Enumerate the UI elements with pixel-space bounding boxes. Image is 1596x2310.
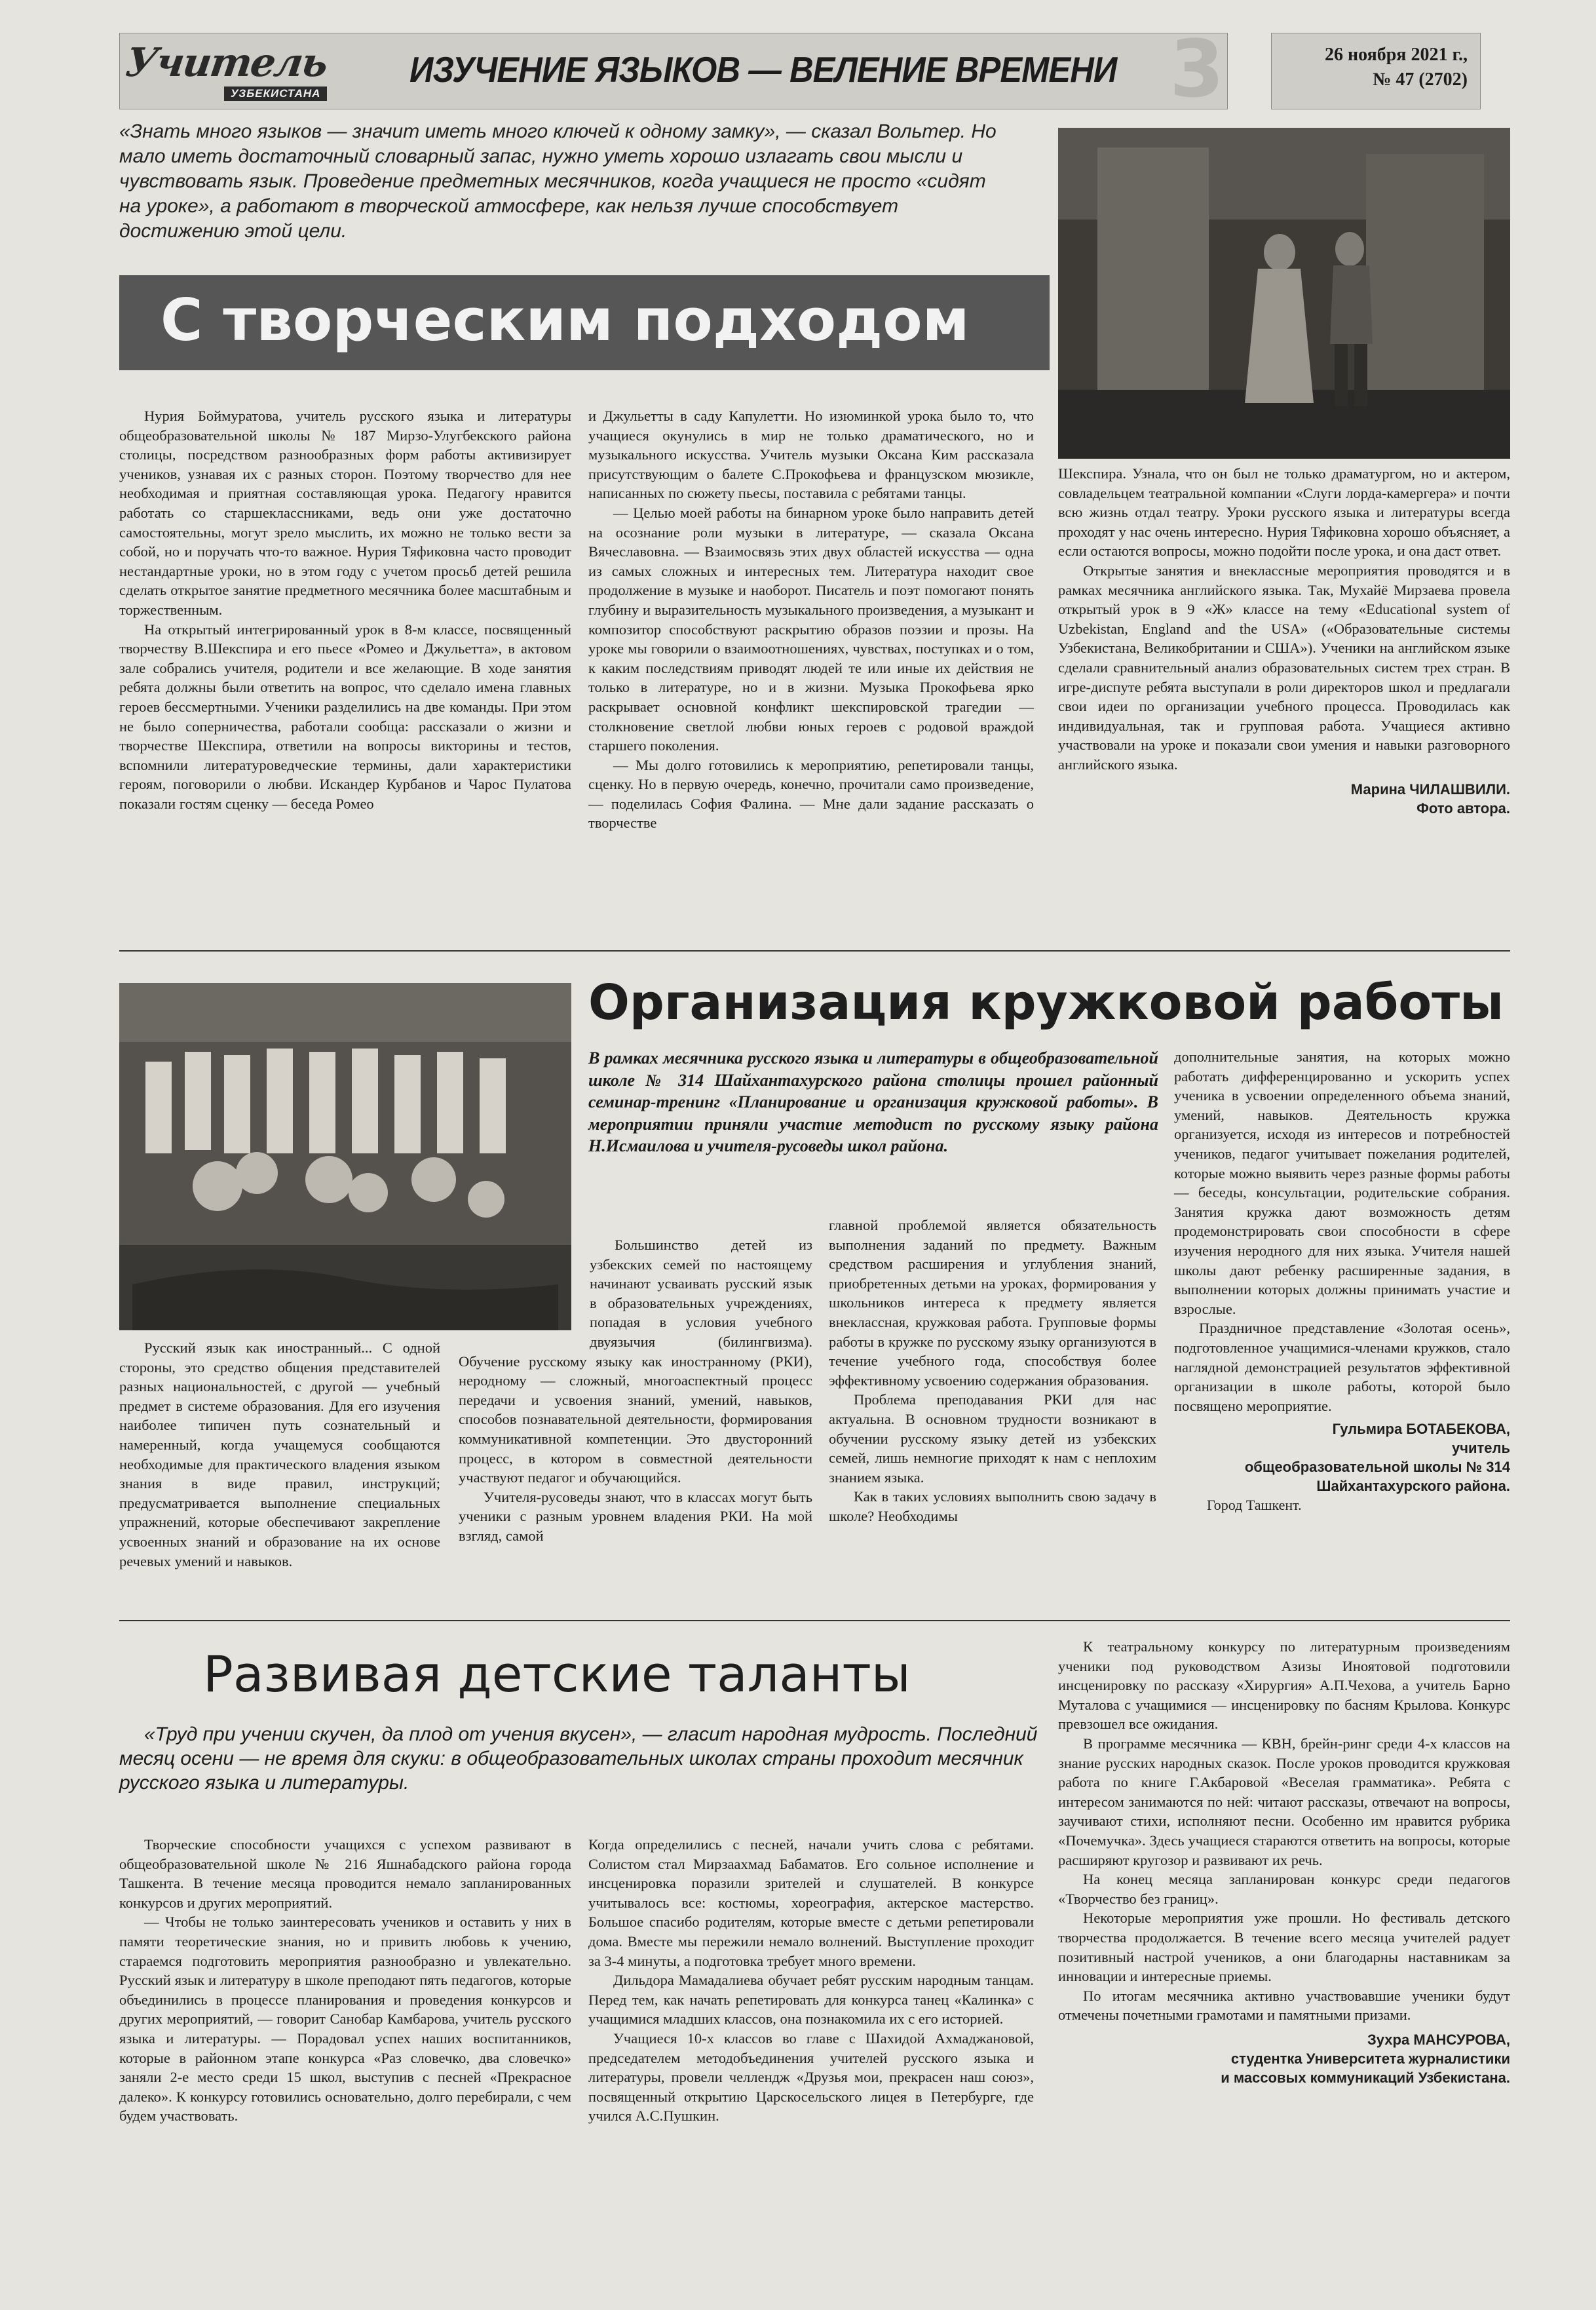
divider [119,1620,1510,1621]
paragraph: — Чтобы не только заинтересовать учеников и оставить у них в памяти теоретические знания, но и привить любовь к учению, стараемся подготовить мероприятия разнообразно и увлекательно. Русский язык и литературу в школе преподают пять педагогов, которые объединились в процессе планирования и проведения конкурсов и других мероприятий, — говорит Санобар Камбарова, учитель русского языка и литературы. — Порадовал успех наших воспитанников, которые в районном этапе конкурса «Раз словечко, два словечко» заняли 2-е место среди 15 школ, выступив с песней «Прекрасное далеко». К конкурсу готовились основательно, долго перебирали, с чем будем участвовать. [119,1914,571,2125]
article2-author-role: учитель [1451,1440,1510,1457]
divider [119,950,1510,952]
article3-col1 [119,1835,571,2126]
paragraph: В программе месячника — КВН, брейн-ринг среди 4-х классов на знание русских народных сказок. После уроков проводится кружковая работа по книге Г.Акбаровой «Веселая грамматика». Ребята с интересом занимаются по ней: читают рассказы, отвечают на вопросы, заучивают стихи, исполняют песни. Особенно им нравится рубрика «Почемучка». Здесь учащиеся стараются ответить на вопросы, которые расширяют кругозор и развивают их речь. [1058,1735,1510,1868]
paragraph: и Джульетты в саду Капулетти. Но изюминкой урока было то, что учащиеся окунулись в мир не только драматического, но и музыкального искусства. Учитель музыки Оксана Ким рассказала присутствующим о балете С.Прокофьева и французском мюзикле, написанных по сюжету пьесы, поставила с ребятами танцы. [588,408,1034,502]
article3-author: Зухра МАНСУРОВА, [1367,2031,1510,2048]
masthead-logo [123,38,349,104]
page-number: 3 [1169,24,1225,115]
paragraph: Дильдора Мамадалиева обучает ребят русским народным танцам. Перед тем, как начать репетировать для конкурса танец «Калинка» с учащимися младших классов, она познакомила их с его историей. [588,1972,1034,2028]
article1-col2 [588,406,1034,833]
issue-number: № 47 (2702) [1373,69,1468,90]
paragraph: Большинство детей из узбекских семей по настоящему начинают усваивать русский язык в образовательных учреждениях, попадая в условия учебного двуязычия (билингвизма). Обучение русскому языку как иностранному (РКИ), неродному — сложный, многоаспектный процесс передачи и усвоения знаний, умений, навыков, способов познавательной деятельности, формирования коммуникативной компетенции. Это двусторонний процесс, в котором в совместной деятельности участвуют педагог и обучающийся. [459,1237,812,1486]
paragraph: главной проблемой является обязательность выполнения заданий по предмету. Важным средством расширения и углубления знаний, приобретенных детьми на уроках, формирования у школьников интереса к предмету является внеклассная, кружковая работа. Групповые формы работы в кружке по русскому языку организуются в течение учебного года, способствуя более эффективному усвоению содержания образования. [829,1217,1156,1389]
article2-col2-flow [459,1235,812,1546]
paragraph: К театральному конкурсу по литературным произведениям ученики под руководством Азизы Иноятовой подготовили инсценировку по рассказу «Хирургия» А.П.Чехова, а учитель Барно Муталова с учащимися — инсценировку по басням Крылова. Конкурс превзошел все ожидания. [1058,1638,1510,1733]
paragraph: Нурия Боймуратова, учитель русского языка и литературы общеобразовательной школы № 187 Мирзо-Улугбекского района столицы, посредством разнообразных форм работы активизирует учеников, узнавая их с разных сторон. Поэтому творчество для нее необходимая и приятная составляющая урока. Педагогу нравится работать со старшеклассниками, ведь они уже достаточно самостоятельны, могут зрело мыслить, их можно не только вести за собой, но и поручать что-то важное. Нурия Тяфиковна часто проводит нестандартные уроки, но в этом году с учетом просьб детей решила сделать открытое занятие предметного месячника более масштабным и торжественным. [119,408,571,618]
article1-col1 [119,406,571,813]
paragraph: Русский язык как иностранный... С одной стороны, это средство общения представителей разных национальностей, с другой — учебный предмет в системе образования. Для его изучения наиболее типичен путь сознательный и намеренный, когда учащемуся сообщаются необходимые для практического владения языком знания в виде правил, инструкций; предусматривается выполнение специальных упражнений, которые обеспечивают закрепление усвоенных знаний и образование на их основе речевых умений и навыков. [119,1339,440,1569]
article1-photo [1058,128,1510,459]
article2-author: Гульмира БОТАБЕКОВА, [1332,1421,1510,1438]
paragraph: — Мы долго готовились к мероприятию, репетировали танцы, сценку. Но в первую очередь, конечно, прочитали само произведение, — поделилась София Фалина. — Мне дали задание рассказать о творчестве [588,756,1034,832]
article3-lead: «Труд при учении скучен, да плод от учения вкусен», — гласит народная мудрость. Последний месяц осени — не время для скуки: в общеобразовательных школах страны проходит месячник русского языка и литературы. [119,1723,1038,1794]
paragraph: Шекспира. Узнала, что он был не только драматургом, но и актером, совладельцем театральной компании «Слуги лорда-камергера» и почти всю жизнь отдал театру. Уроки русского языка и литературы всегда проходят у нас очень интересно. Нурия Тяфиковна хорошо объясняет, а если остаются вопросы, можно подойти после урока, и она даст ответ. [1058,465,1510,560]
paragraph: дополнительные занятия, на которых можно работать дифференцированно и ускорить успех ученика в усвоении определенного объема знаний, умений, навыков. Деятельность кружка организуется, исходя из интересов и потребностей учеников, педагог учитывает пожелания родителей, которые можно выявить через разные формы работы — беседы, консультации, родительские собрания. Занятия кружка дают возможность детям продемонстрировать свои способности в сфере изучения неродного для них языка. Учителя нашей школы дают ребенку расширенные задания, в выполнении которых должны принимать участие и взрослые. [1174,1049,1510,1317]
article3-author-university: и массовых коммуникаций Узбекистана. [1221,2069,1510,2086]
article2-title: Организация кружковой работы [588,974,1504,1031]
article1-photo-credit: Фото автора. [1416,799,1510,817]
article2-col3 [829,1216,1156,1526]
article1-lead: «Знать много языков — значит иметь много ключей к одному замку», — сказал Вольтер. Но мало иметь достаточный словарный запас, нужно уметь хорошо излагать свои мысли и чувствовать язык. Проведение предметных месячников, когда учащиеся не просто «сидят на уроке», а работают в творческой атмосфере, как нельзя лучше способствует достижению этой цели. [119,121,997,242]
article3-title: Развивая детские таланты [203,1645,911,1703]
article2-author-school: общеобразовательной школы № 314 [1244,1459,1510,1476]
article2-col1 [119,1338,440,1571]
paragraph: На открытый интегрированный урок в 8-м классе, посвященный творчеству В.Шекспира и его пьесе «Ромео и Джульетта», в актовом зале собрались учителя, родители и все желающие. В ходе занятия ребята должны были ответить на вопрос, что сделало имена главных героев бессмертными. Ученики разделились на две команды. При этом не было соперничества, работали сообща: рассказали о жизни и творчестве Шекспира, ответили на вопросы викторины и тестов, вспомнили литературоведческие термины, дали характеристики героям, поговорили о любви. Искандер Курбанов и Чарос Пулатова показали гостям сценку — беседа Ромео [119,621,571,812]
article3-col2 [588,1835,1034,2126]
paragraph: По итогам месячника активно участвовавшие ученики будут отмечены почетными грамотами и памятными призами. [1058,1987,1510,2024]
paragraph: Некоторые мероприятия уже прошли. Но фестиваль детского творчества продолжается. В течение всего месяца учителей радует позитивный настрой учеников, а они благодарны наставникам за инновации и интересные приемы. [1058,1910,1510,1985]
paragraph: Когда определились с песней, начали учить слова с ребятами. Солистом стал Мирзаахмад Бабаматов. Его сольное исполнение и инсценировка поразили зрителей и слушателей. В конкурсе учитывалось все: костюмы, хореография, актерское мастерство. Большое спасибо родителям, которые вместе с детьми репетировали дома. Вместе мы пережили немало волнений. Выступление проходит за 3-4 минуты, а подготовка требует много времени. [588,1836,1034,1969]
paragraph: Проблема преподавания РКИ для нас актуальна. В основном трудности возникают в обучении русскому языку детей из узбекских семей, лишь немногие приходят к нам с неплохим знанием языка. [829,1391,1156,1486]
article3-col3 [1058,1637,1510,2087]
paragraph: Учащиеся 10-х классов во главе с Шахидой Ахмаджановой, председателем методобъединения учителей русского языка и литературы, провели челлендж «Друзья мои, прекрасен наш союз», посвященный открытию Царскосельского лицея в Петербурге, где учился А.С.Пушкин. [588,2030,1034,2125]
paragraph: На конец месяца запланирован конкурс среди педагогов «Творчество без границ». [1058,1871,1510,1907]
paragraph: Открытые занятия и внеклассные мероприятия проводятся и в рамках месячника английского языка. Так, Мухайё Мирзаева провела открытый урок в 9 «Ж» классе на тему «Educational system of Uzbekistan, England and the USA» («Образовательные системы Узбекистана, Великобритании и США»). Ученики на английском языке сделали сравнительный анализ образовательных систем трех стран. В игре-диспуте ребята выступали в роли директоров школ и предлагали свои идеи по организации учебного процесса. Проводилась как индивидуальная, так и групповая работа. Учащиеся активно участвовали на уроке и показали свои умения и навыки разговорного английского языка. [1058,562,1510,773]
logo-text: Учитель [123,40,330,86]
paragraph: — Целью моей работы на бинарном уроке было направить детей на осознание роли музыки в литературе, — сказала Оксана Вячеславовна. — Взаимосвязь этих двух областей искусства — одна из самых сложных и интересных тем. Литература находит свое продолжение в музыке и наоборот. Писатель и поэт помогают понять глубину и выразительность музыкального произведения, а музыкант и композитор способствуют раскрытию образов поэзии и прозы. На уроке мы говорили о взаимоотношениях, чувствах, поступках и о том, к каким последствиям приводят людей те или иные их действия не только в литературе, но и в жизни. Музыка Прокофьева ярко раскрывает основной конфликт шекспировской трагедии — столкновение светлой любви юных героев с родовой враждой старшего поколения. [588,504,1034,754]
article2-lead: В рамках месячника русского языка и литературы в общеобразовательной школе № 314 Шайхантахурского района столицы прошел районный семинар-тренинг «Планирование и организация кружковой работы». В мероприятии приняли участие методист по русскому языку района Н.Исмаилова и учителя-русоведы школ района. [588,1049,1158,1155]
paragraph: Творческие способности учащихся с успехом развивают в общеобразовательной школе № 216 Яшнабадского района города Ташкента. В течение месяца проводится немало запланированных конкурсов и других мероприятий. [119,1836,571,1911]
article3-author-role: студентка Университета журналистики [1230,2050,1510,2067]
issue-date: 26 ноября 2021 г., [1324,45,1468,65]
article1-author: Марина ЧИЛАШВИЛИ. [1350,780,1510,798]
paragraph: Учителя-русоведы знают, что в классах могут быть ученики с разным уровнем владения РКИ. На мой взгляд, самой [459,1488,812,1544]
article2-author-district: Шайхантахурского района. [1316,1478,1510,1495]
article1-title: С творческим подходом [161,286,970,354]
article2-col4 [1174,1047,1510,1515]
paragraph: Как в таких условиях выполнить свою задачу в школе? Необходимы [829,1488,1156,1524]
rubric-title: ИЗУЧЕНИЕ ЯЗЫКОВ — ВЕЛЕНИЕ ВРЕМЕНИ [409,49,1117,90]
logo-subtitle: УЗБЕКИСТАНА [224,87,327,101]
article2-city: Город Ташкент. [1207,1497,1302,1514]
stage-photo [1058,128,1510,459]
paragraph: Праздничное представление «Золотая осень», подготовленное учащимися-членами кружков, стало наглядной демонстрацией результатов эффективной организации в школе работы, которой было посвящено мероприятие. [1174,1320,1510,1414]
article1-col3 [1058,464,1510,818]
